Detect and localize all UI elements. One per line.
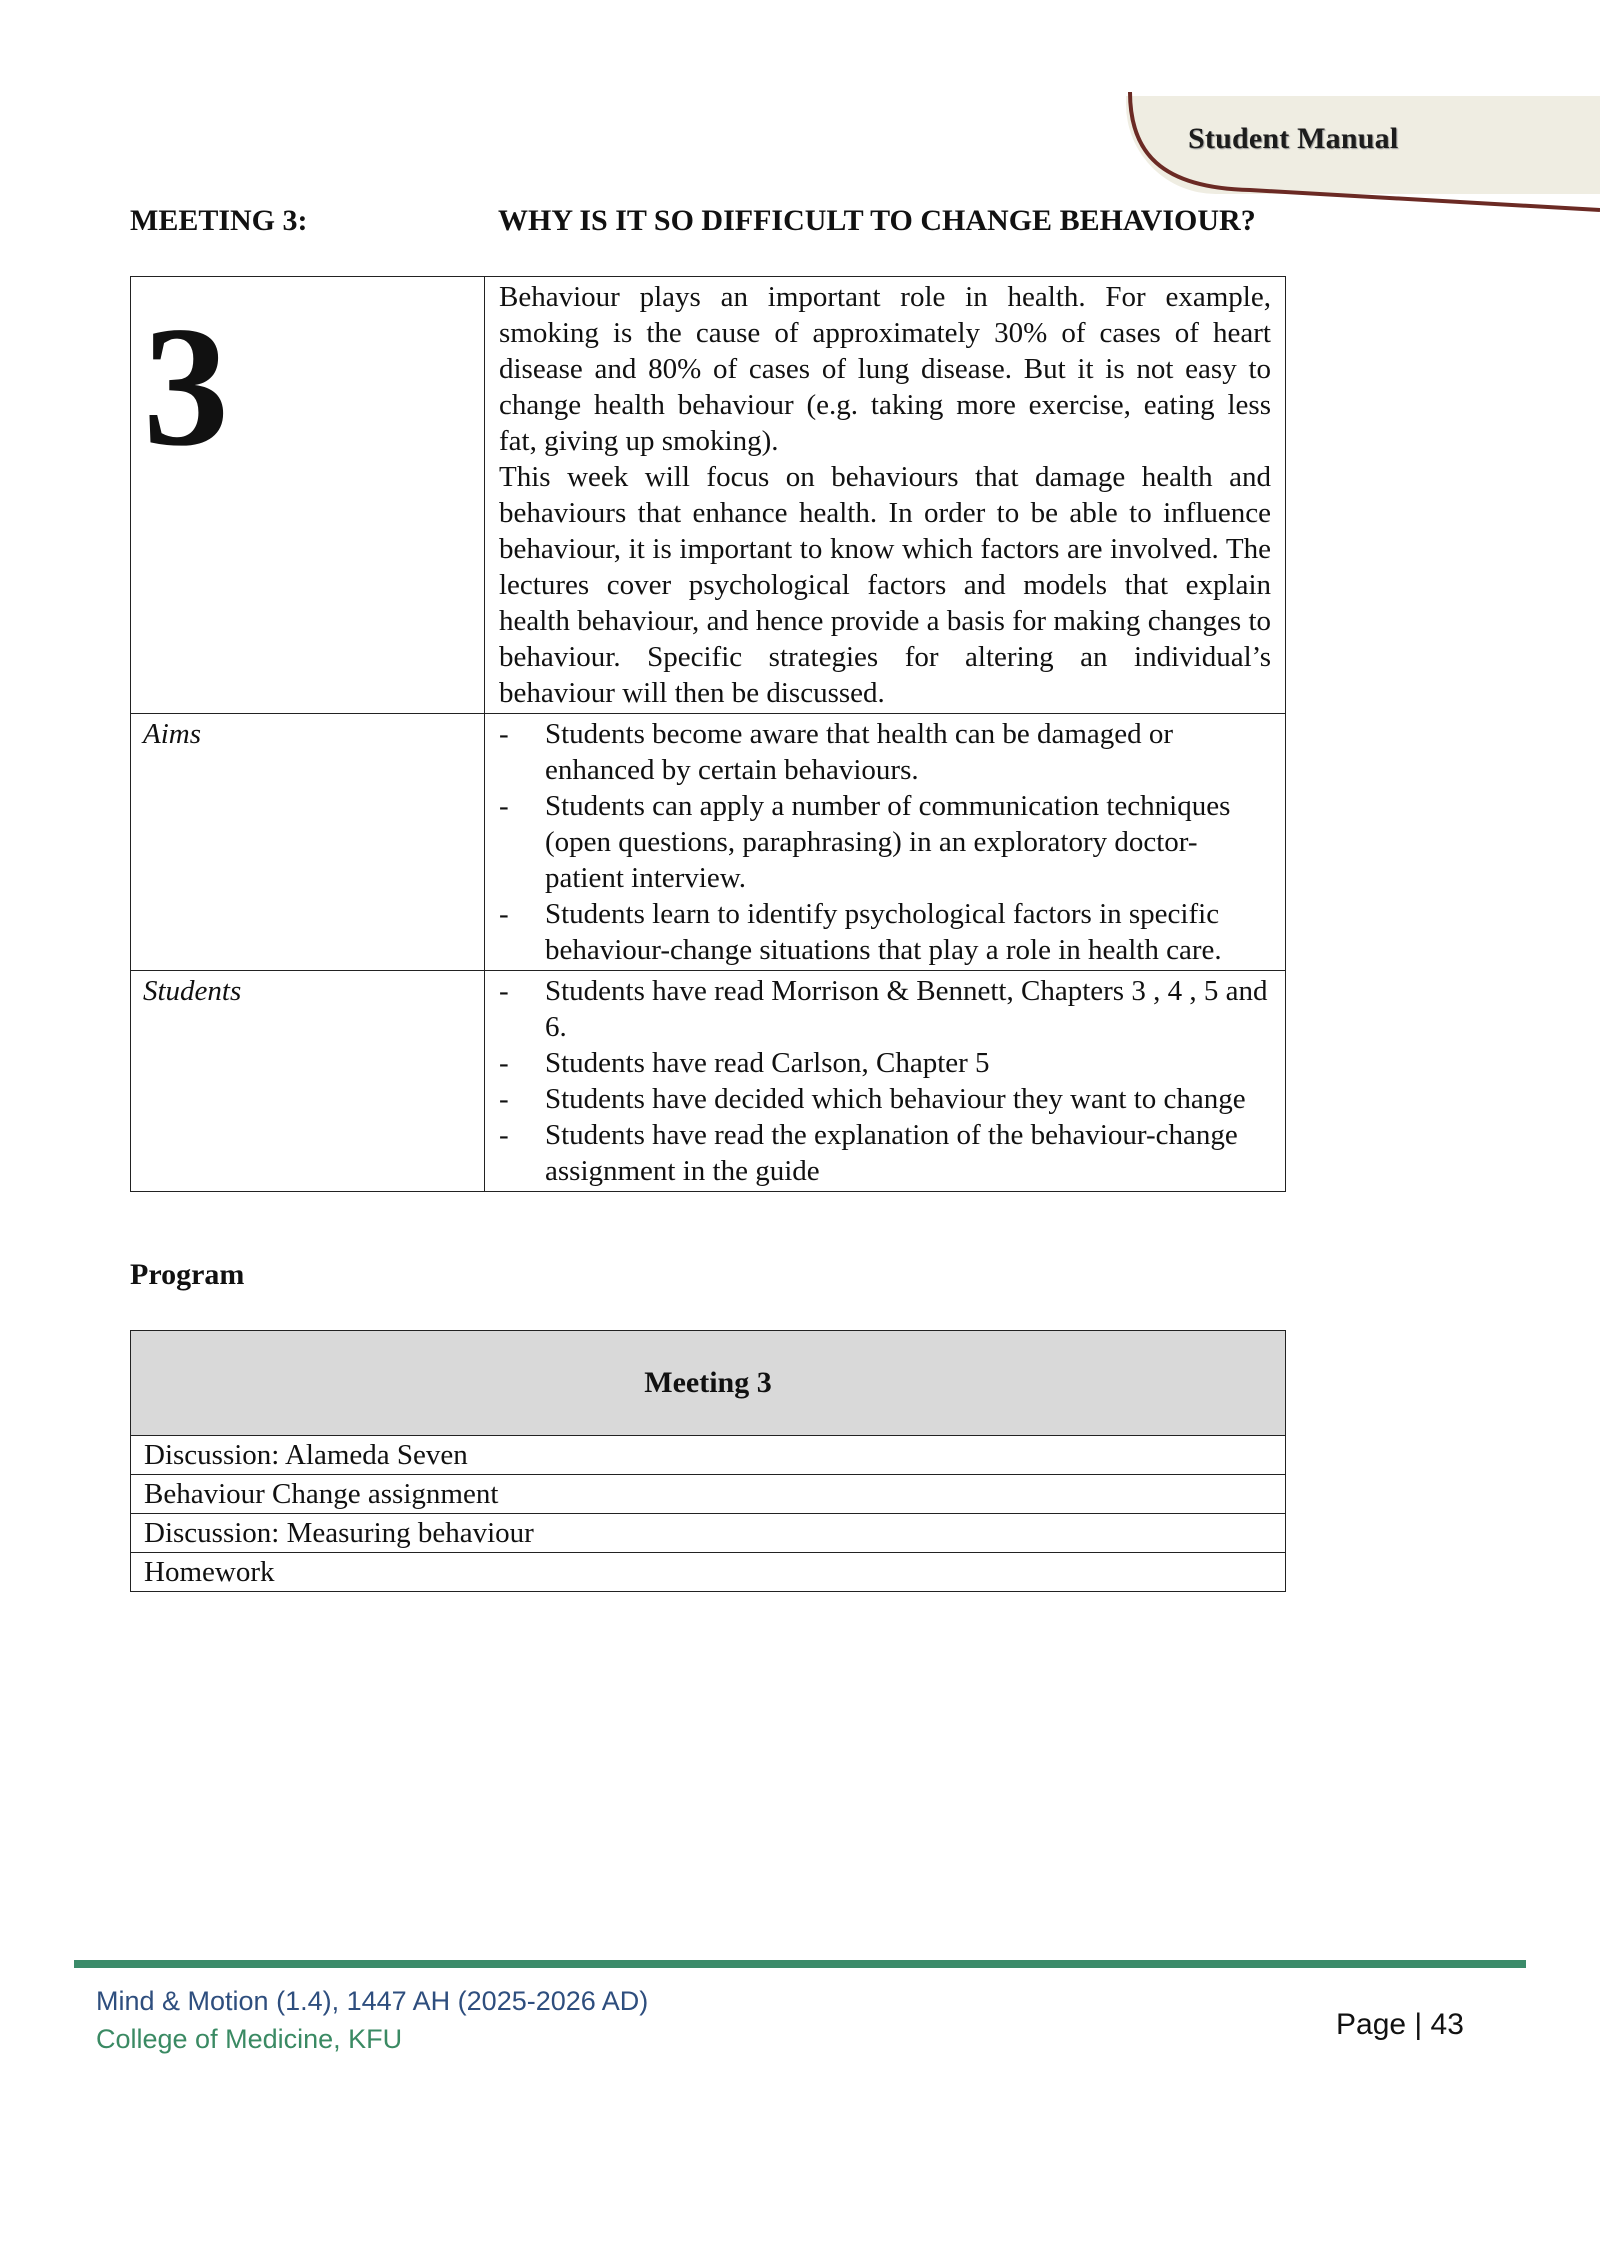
students-cell [485, 971, 1286, 1192]
intro-cell [485, 277, 1286, 714]
list-item [499, 1117, 1271, 1189]
aim-text: Students can apply a number of communication techniques (open questions, paraphrasing) in an exploratory doctor-patient interview. [545, 790, 1231, 894]
table-row [131, 1475, 1286, 1514]
aim-text: Students become aware that health can be damaged or enhanced by certain behaviours. [545, 718, 1174, 786]
page-number: Page | 43 [1336, 2008, 1464, 2041]
students-row [131, 971, 1286, 1192]
header-title: Student Manual [1188, 122, 1399, 155]
list-item [499, 973, 1271, 1045]
list-item [499, 1081, 1271, 1117]
list-item [499, 1045, 1271, 1081]
student-prep-text: Students have read the explanation of the behaviour-change assignment in the guide [545, 1119, 1238, 1187]
bullet-dash: - [499, 1119, 509, 1151]
bullet-dash: - [499, 1083, 509, 1115]
program-item: Discussion: Measuring behaviour [131, 1514, 1286, 1553]
program-item: Discussion: Alameda Seven [131, 1436, 1286, 1475]
aims-label: Aims [143, 718, 201, 750]
program-table [130, 1330, 1286, 1592]
table-row [131, 1436, 1286, 1475]
list-item [499, 716, 1271, 788]
bullet-dash: - [499, 975, 509, 1007]
aims-label-cell [131, 714, 485, 971]
program-label: Program [130, 1258, 245, 1291]
meeting-number: 3 [143, 292, 229, 482]
student-prep-text: Students have read Carlson, Chapter 5 [545, 1047, 990, 1079]
program-item: Behaviour Change assignment [131, 1475, 1286, 1514]
aims-row [131, 714, 1286, 971]
footer-college: College of Medicine, KFU [96, 2024, 403, 2054]
bullet-dash: - [499, 1047, 509, 1079]
bullet-dash: - [499, 790, 509, 822]
intro-row [131, 277, 1286, 714]
students-label-cell [131, 971, 485, 1192]
student-prep-text: Students have decided which behaviour they want to change [545, 1083, 1246, 1115]
students-label: Students [143, 975, 242, 1007]
list-item [499, 788, 1271, 896]
program-heading: Meeting 3 [131, 1331, 1286, 1436]
aims-list [499, 716, 1271, 968]
meeting-title: WHY IS IT SO DIFFICULT TO CHANGE BEHAVIOUR? [498, 204, 1256, 237]
meeting-label: MEETING 3: [130, 204, 308, 237]
list-item [499, 896, 1271, 968]
program-header-row [131, 1331, 1286, 1436]
intro-paragraph: Behaviour plays an important role in health. For example, smoking is the cause of approximately 30% of cases of heart disease and 80% of cases of lung disease. But it is not easy to change health behaviour (e.g. taking more exercise, eating less fat, giving up smoking). [499, 281, 1271, 457]
bullet-dash: - [499, 718, 509, 750]
meeting-info-table [130, 276, 1286, 1192]
footer-course: Mind & Motion (1.4), 1447 AH (2025-2026 AD) [96, 1986, 649, 2016]
program-item: Homework [131, 1553, 1286, 1592]
aim-text: Students learn to identify psychological factors in specific behaviour-change situations that play a role in health care. [545, 898, 1222, 966]
bullet-dash: - [499, 898, 509, 930]
table-row [131, 1514, 1286, 1553]
aims-cell [485, 714, 1286, 971]
students-list [499, 973, 1271, 1189]
meeting-number-cell [131, 277, 485, 714]
student-prep-text: Students have read Morrison & Bennett, Chapters 3 , 4 , 5 and 6. [545, 975, 1268, 1043]
table-row [131, 1553, 1286, 1592]
intro-paragraph: This week will focus on behaviours that damage health and behaviours that enhance health. In order to be able to influence behaviour, it is important to know which factors are involved. The lectures cover psychological factors and models that explain health behaviour, and hence provide a basis for making changes to behaviour. Specific strategies for altering an individual’s behaviour will then be discussed. [499, 461, 1271, 709]
footer-rule [74, 1960, 1526, 1968]
header-curve [1100, 92, 1600, 222]
